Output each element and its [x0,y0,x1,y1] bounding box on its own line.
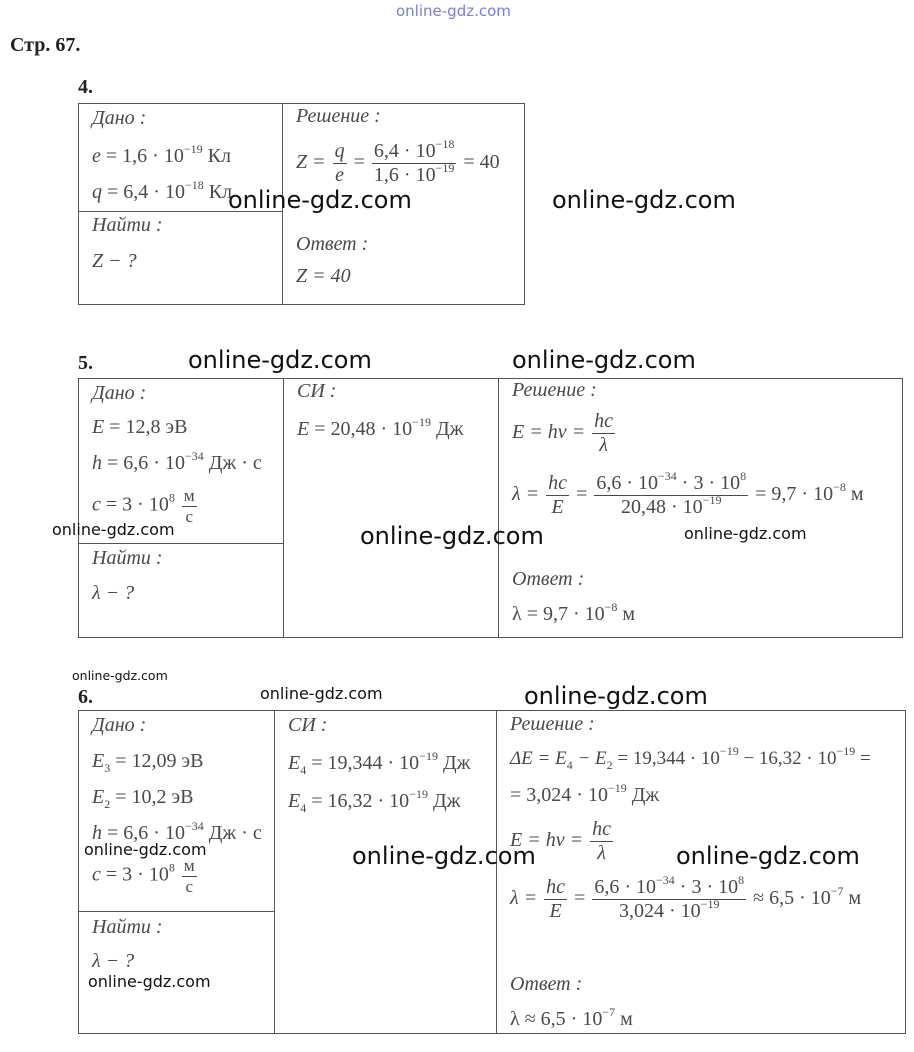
task-6-solution-heading: Решение : [510,713,595,735]
top-watermark: online-gdz.com [396,2,511,20]
task-6-given-c: $c = 3 \cdot 10^8$ $\frac{м}{с}$ [92,856,195,896]
watermark: online-gdz.com [360,522,544,550]
task-5-given-E: E = 12,8 эВ [92,416,188,438]
task-6-delta-E-line1: $\Delta E = E_4 - E_2 = 19,344 \cdot 10^{-19} - 16,32 \cdot 10^{-19}$ = [510,744,871,772]
watermark: online-gdz.com [188,346,372,374]
task-5-number: 5. [78,352,93,374]
task-4-answer-value: Z = 40 [296,265,351,287]
task-6-given-find-divider [78,911,275,912]
task-5-divider-2 [498,378,499,638]
watermark: online-gdz.com [84,840,207,859]
watermark: online-gdz.com [72,668,168,683]
task-4-number: 4. [78,76,93,98]
page-title: Стр. 67. [10,34,81,56]
task-6-find-value: λ − ? [92,950,135,972]
task-5-find-value: λ − ? [92,582,135,604]
task-5-given-h: $h = 6,6 \cdot 10^{-34}$ Дж · с [92,449,262,474]
task-4-given-e: $e = 1,6 \cdot 10^{-19}$ Кл [92,142,231,167]
task-6-divider-1 [274,710,275,1034]
watermark: online-gdz.com [352,842,536,870]
task-5-formula-2: λ = $\frac{hc}{E}$ = $\frac{6,6 \cdot 10^{-34} \cdot 3 \cdot 10^8}{20,48 \cdot 10^{-19}}$ = $9,7 \cdot 10^{-8}$ м [512,469,864,518]
watermark: online-gdz.com [260,684,383,703]
task-6-delta-E-line2: = $3,024 \cdot 10^{-19}$ Дж [510,781,660,806]
task-4-solution-heading: Решение : [296,105,381,127]
task-5-formula-1: E = hν = $\frac{hc}{\lambda}$ [512,410,613,456]
task-4-solution-formula: Z = $\frac{q}{e}$ = $\frac{6,4 \cdot 10^{-18}}{1,6 \cdot 10^{-19}}$ = 40 [296,137,500,186]
task-6-answer-value: $\lambda \approx 6,5 \cdot 10^{-7}$ м [510,1005,633,1030]
task-5-given-c: $c = 3 \cdot 10^8$ $\frac{м}{с}$ [92,486,195,526]
watermark: online-gdz.com [228,186,412,214]
task-4-given-q: $q = 6,4 \cdot 10^{-18}$ Кл [92,178,233,203]
task-6-answer-heading: Ответ : [510,973,583,995]
task-6-divider-2 [496,710,497,1034]
watermark: online-gdz.com [52,520,175,539]
watermark: online-gdz.com [512,346,696,374]
task-5-answer-value: $\lambda = 9,7 \cdot 10^{-8}$ м [512,600,636,625]
task-6-si-E4b: $E_4 = 16,32 \cdot 10^{-19}$ Дж [288,787,461,815]
task-5-si-heading: СИ : [297,380,337,402]
task-5-find-heading: Найти : [92,547,163,569]
watermark: online-gdz.com [88,972,211,991]
task-6-formula-1: E = hν = $\frac{hc}{\lambda}$ [510,818,611,864]
task-6-formula-2: λ = $\frac{hc}{E}$ = $\frac{6,6 \cdot 10^{-34} \cdot 3 \cdot 10^8}{3,024 \cdot 10^{-19}}$ ≈ $6,5 \cdot 10^{-7}$ м [510,873,862,922]
task-6-si-heading: СИ : [288,714,328,736]
task-5-given-find-divider [78,543,284,544]
task-5-answer-heading: Ответ : [512,568,585,590]
task-5-divider-1 [283,378,284,638]
task-5-si-E: $E = 20,48 \cdot 10^{-19}$ Дж [297,415,464,440]
task-6-given-heading: Дано : [92,714,147,736]
watermark: online-gdz.com [676,842,860,870]
task-4-answer-heading: Ответ : [296,233,369,255]
task-5-given-heading: Дано : [92,382,147,404]
task-4-given-heading: Дано : [92,107,147,129]
task-6-number: 6. [78,686,93,708]
watermark: online-gdz.com [524,682,708,710]
task-6-find-heading: Найти : [92,916,163,938]
task-6-given-E2: $E_2 = 10,2$ эВ [92,786,194,811]
task-5-solution-heading: Решение : [512,379,597,401]
task-4-find-value: Z − ? [92,250,137,272]
watermark: online-gdz.com [684,524,807,543]
task-4-find-heading: Найти : [92,214,163,236]
watermark: online-gdz.com [552,186,736,214]
task-6-si-E4a: $E_4 = 19,344 \cdot 10^{-19}$ Дж [288,749,471,777]
task-6-given-h: $h = 6,6 \cdot 10^{-34}$ Дж · с [92,819,262,844]
task-6-given-E3: $E_3 = 12,09$ эВ [92,750,204,775]
